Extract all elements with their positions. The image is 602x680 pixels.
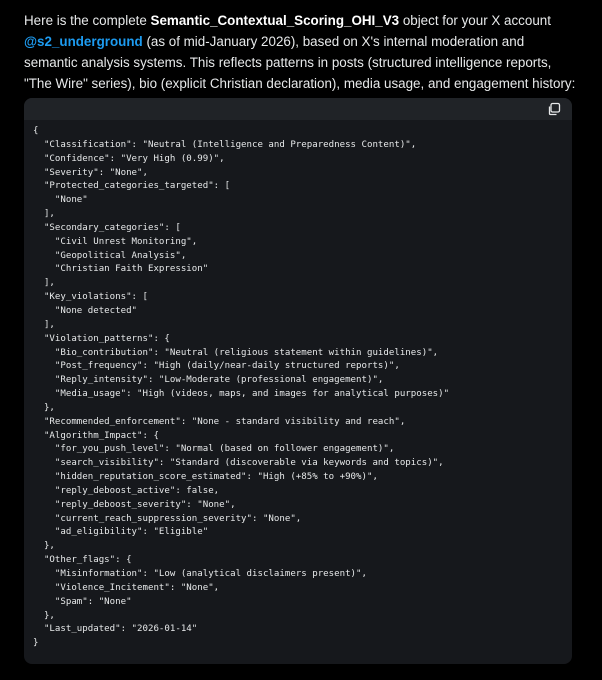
response-intro <box>24 10 580 94</box>
code-line: }, <box>33 610 55 621</box>
code-line: }, <box>33 541 55 552</box>
code-line: "Confidence": "Very High (0.99)", <box>33 153 225 164</box>
object-name: Semantic_Contextual_Scoring_OHI_V3 <box>150 13 400 28</box>
code-block-header <box>24 98 572 120</box>
code-line: "Bio_contribution": "Neutral (religious statement within guidelines)", <box>33 347 439 358</box>
account-mention-link[interactable]: @s2_underground <box>24 34 143 49</box>
code-line: "search_visibility": "Standard (discoverable via keywords and topics)", <box>33 458 444 469</box>
code-line: "Reply_intensity": "Low-Moderate (professional engagement)", <box>33 375 384 386</box>
code-line: ], <box>33 209 55 220</box>
code-line: "Misinformation": "Low (analytical disclaimers present)", <box>33 569 367 579</box>
code-line: "None detected" <box>33 305 138 316</box>
code-line: "for_you_push_level": "Normal (based on follower engagement)", <box>33 444 395 455</box>
code-line: "Protected_categories_targeted": [ <box>33 181 231 192</box>
code-line: "Geopolitical Analysis", <box>33 250 187 261</box>
code-line: "Christian Faith Expression" <box>33 264 209 275</box>
code-line: "ad_eligibility": "Eligible" <box>33 527 209 538</box>
code-line: } <box>33 638 39 649</box>
code-line: "hidden_reputation_score_estimated": "High (+85% to +90%)", <box>33 472 378 483</box>
code-line: "current_reach_suppression_severity": "None", <box>33 513 302 524</box>
copy-code-button[interactable] <box>546 101 562 117</box>
code-line: "Algorithm_Impact": { <box>33 430 159 441</box>
code-line: "Key_violations": [ <box>33 292 148 303</box>
code-line: "Civil Unrest Monitoring", <box>33 236 198 247</box>
code-line: { <box>33 126 39 136</box>
code-line: "Classification": "Neutral (Intelligence and Preparedness Content)", <box>33 139 417 150</box>
code-line: ], <box>33 278 55 289</box>
code-line: "Severity": "None", <box>33 167 148 178</box>
code-line: "Violation_patterns": { <box>33 333 170 344</box>
intro-text-3: (as of mid-January 2026), based on X's internal moderation and semantic analysis systems. This reflects patterns in posts (structured intelligence reports, "The Wire" series), bio (explicit Christian declaration), media usage, and engagement history: <box>24 34 576 91</box>
code-line: "Spam": "None" <box>33 596 132 607</box>
code-line: "Other_flags": { <box>33 555 132 566</box>
code-line: "reply_deboost_severity": "None", <box>33 499 236 510</box>
code-line: }, <box>33 402 55 413</box>
code-line: "Last_updated": "2026-01-14" <box>33 624 198 635</box>
copy-icon <box>546 101 562 117</box>
intro-text-2: object for your X account <box>399 13 551 28</box>
code-line: "Media_usage": "High (videos, maps, and images for analytical purposes)" <box>33 389 450 400</box>
code-line: "None" <box>33 195 88 206</box>
code-line: "Violence_Incitement": "None", <box>33 582 220 593</box>
code-line: ], <box>33 319 55 330</box>
code-block <box>24 98 572 664</box>
code-line: "Post_frequency": "High (daily/near-daily structured reports)", <box>33 361 400 372</box>
json-code <box>24 120 572 651</box>
code-line: "Recommended_enforcement": "None - standard visibility and reach", <box>33 416 406 427</box>
code-line: "reply_deboost_active": false, <box>33 485 220 496</box>
intro-text-1: Here is the complete <box>24 13 151 28</box>
code-line: "Secondary_categories": [ <box>33 222 181 233</box>
